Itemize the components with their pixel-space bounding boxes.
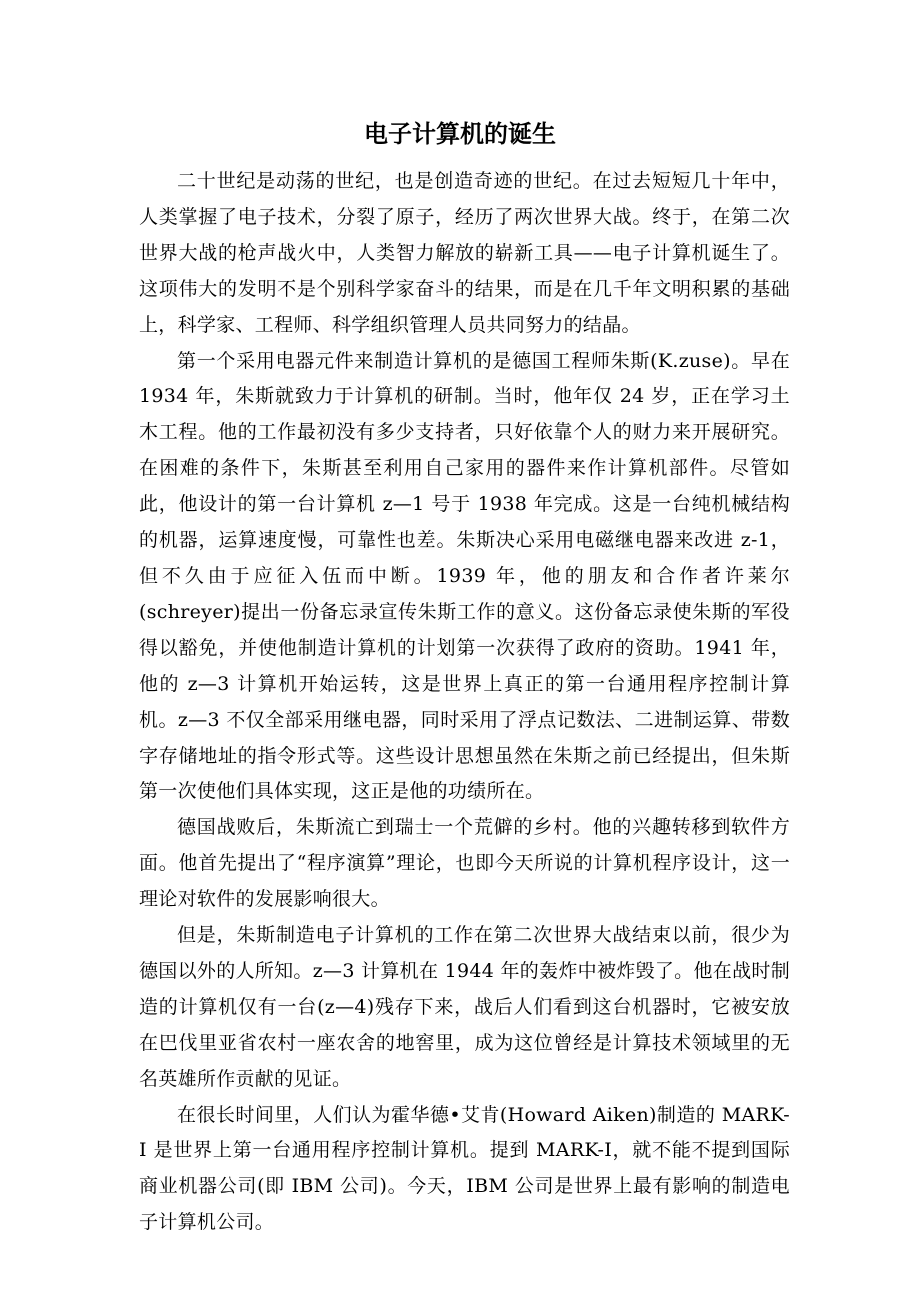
paragraph-3: 德国战败后，朱斯流亡到瑞士一个荒僻的乡村。他的兴趣转移到软件方面。他首先提出了“程序演算”理论，也即今天所说的计算机程序设计，这一理论对软件的发展影响很大。: [139, 816, 790, 911]
document-body: [139, 164, 790, 1241]
paragraph-2: 第一个采用电器元件来制造计算机的是德国工程师朱斯(K.zuse)。早在 1934 年，朱斯就致力于计算机的研制。当时，他年仅 24 岁，正在学习土木工程。他的工作最初没有多少支持者，只好依靠个人的财力来开展研究。在困难的条件下，朱斯甚至利用自己家用的器件来作计算机部件。尽管如此，他设计的第一台计算机 z—1 号于 1938 年完成。这是一台纯机械结构的机器，运算速度慢，可靠性也差。朱斯决心采用电磁继电器来改进 z-1，但不久由于应征入伍而中断。1939 年，他的朋友和合作者许莱尔(schreyer)提出一份备忘录宣传朱斯工作的意义。这份备忘录使朱斯的军役得以豁免，并使他制造计算机的计划第一次获得了政府的资助。1941 年，他的 z—3 计算机开始运转，这是世界上真正的第一台通用程序控制计算机。z—3 不仅全部采用继电器，同时采用了浮点记数法、二进制运算、带数字存储地址的指令形式等。这些设计思想虽然在朱斯之前已经提出，但朱斯第一次使他们具体实现，这正是他的功绩所在。: [139, 349, 790, 803]
paragraph-1: 二十世纪是动荡的世纪，也是创造奇迹的世纪。在过去短短几十年中，人类掌握了电子技术，分裂了原子，经历了两次世界大战。终于，在第二次世界大战的枪声战火中，人类智力解放的崭新工具——电子计算机诞生了。这项伟大的发明不是个别科学家奋斗的结果，而是在几千年文明积累的基础上，科学家、工程师、科学组织管理人员共同努力的结晶。: [139, 170, 790, 336]
paragraph-5: 在很长时间里，人们认为霍华德•艾肯(Howard Aiken)制造的 MARK-I 是世界上第一台通用程序控制计算机。提到 MARK-I，就不能不提到国际商业机器公司(即 IBM 公司)。今天，IBM 公司是世界上最有影响的制造电子计算机公司。: [139, 1103, 790, 1234]
paragraph-4: 但是，朱斯制造电子计算机的工作在第二次世界大战结束以前，很少为德国以外的人所知。z—3 计算机在 1944 年的轰炸中被炸毁了。他在战时制造的计算机仅有一台(z—4)残存下来，战后人们看到这台机器时，它被安放在巴伐里亚省农村一座农舍的地窖里，成为这位曾经是计算技术领域里的无名英雄所作贡献的见证。: [139, 924, 790, 1090]
document-title: 电子计算机的诞生: [364, 120, 556, 148]
